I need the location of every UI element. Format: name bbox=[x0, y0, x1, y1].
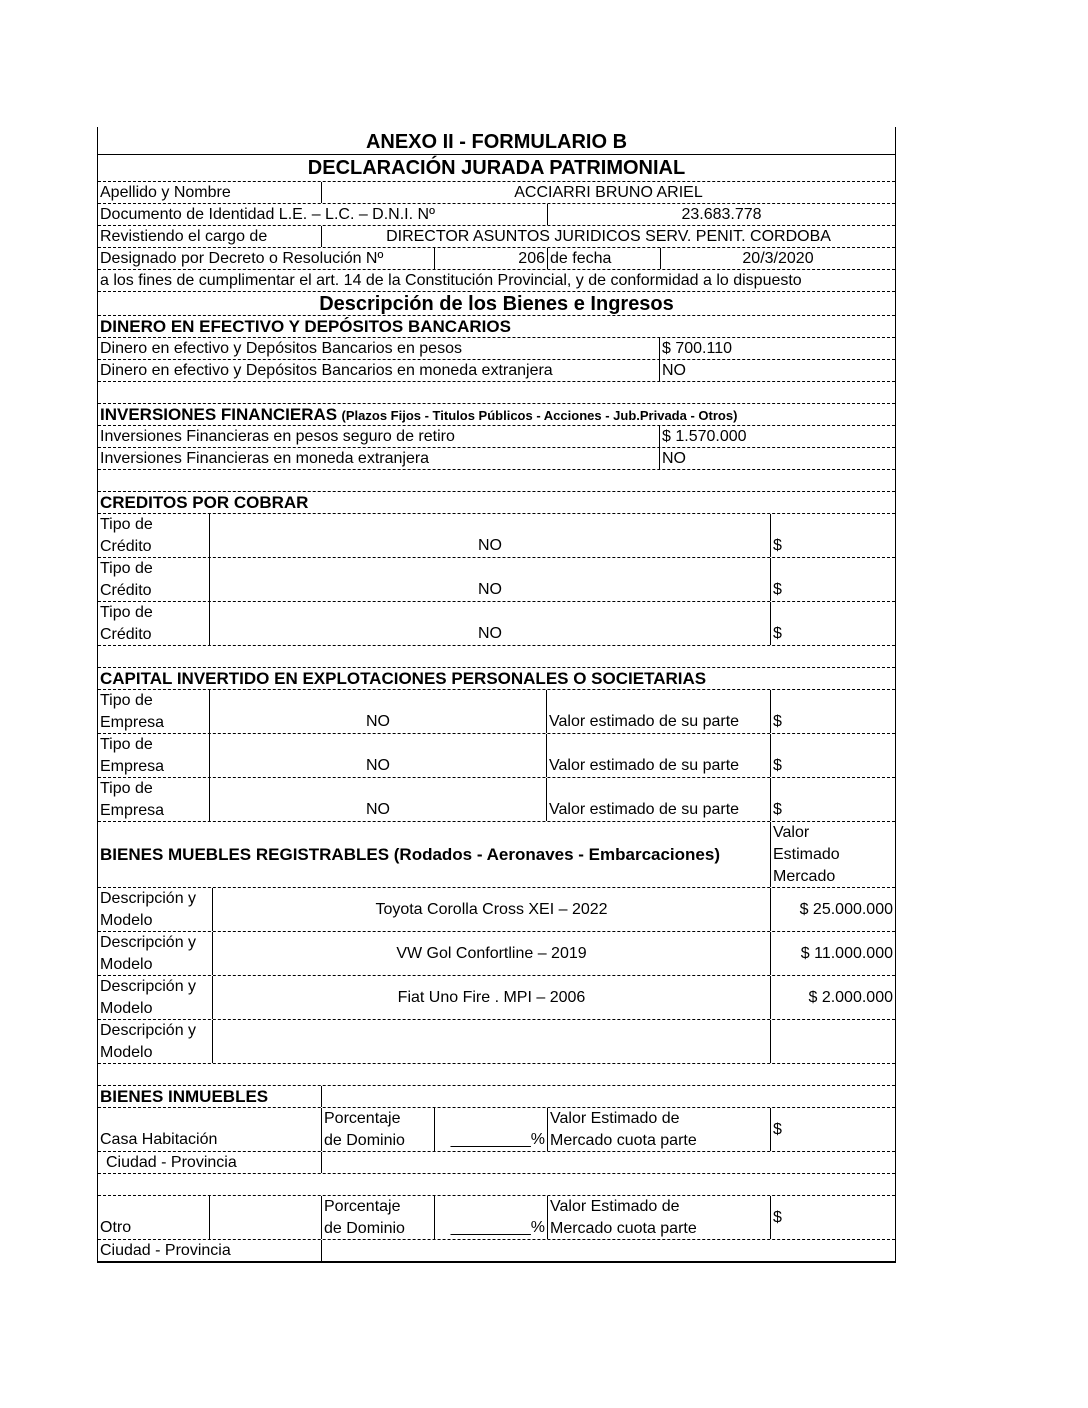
share-label: Valor estimado de su parte bbox=[547, 734, 771, 777]
credit-row bbox=[98, 514, 895, 558]
name-row bbox=[98, 182, 895, 204]
annex-row bbox=[98, 127, 895, 155]
other-city-value bbox=[322, 1240, 895, 1261]
capital-header-row bbox=[98, 668, 895, 690]
role-row bbox=[98, 226, 895, 248]
form-title: DECLARACIÓN JURADA PATRIMONIAL bbox=[307, 157, 686, 179]
date-value: 20/3/2020 bbox=[742, 250, 814, 267]
share-amount: $ bbox=[773, 713, 782, 730]
credit-amount: $ bbox=[773, 581, 782, 598]
role-label: Revistiendo el cargo de bbox=[98, 226, 322, 247]
role-value: DIRECTOR ASUNTOS JURIDICOS SERV. PENIT. CORDOBA bbox=[386, 228, 831, 245]
vehicle-label: Descripción y Modelo bbox=[98, 976, 213, 1019]
share-amount: $ bbox=[773, 757, 782, 774]
house-row bbox=[98, 1108, 895, 1152]
date-label: de fecha bbox=[548, 248, 661, 269]
vehicle-value: $ 11.000.000 bbox=[800, 944, 893, 962]
vehicle-value bbox=[771, 1020, 895, 1063]
house-market-label: Valor Estimado de Mercado cuota parte bbox=[548, 1108, 771, 1151]
share-label: Valor estimado de su parte bbox=[547, 778, 771, 821]
cash-foreign-label: Dinero en efectivo y Depósitos Bancarios en moneda extranjera bbox=[98, 360, 660, 381]
capital-row bbox=[98, 778, 895, 822]
real-estate-header-row bbox=[98, 1086, 895, 1108]
credit-type-label: Tipo de Crédito bbox=[98, 514, 210, 557]
capital-row bbox=[98, 690, 895, 734]
credit-type-value: NO bbox=[210, 514, 771, 557]
other-percentage-label: Porcentaje de Dominio bbox=[322, 1196, 435, 1239]
vehicle-label: Descripción y Modelo bbox=[98, 1020, 213, 1063]
vehicle-row bbox=[98, 888, 895, 932]
decree-label: Designado por Decreto o Resolución Nº bbox=[98, 248, 435, 269]
vehicle-label: Descripción y Modelo bbox=[98, 888, 213, 931]
investment-pesos-label: Inversiones Financieras en pesos seguro de retiro bbox=[98, 426, 660, 447]
legal-text: a los fines de cumplimentar el art. 14 de la Constitución Provincial, y de conformidad a lo dispuesto bbox=[100, 272, 802, 289]
credit-amount: $ bbox=[773, 537, 782, 554]
document-row bbox=[98, 204, 895, 226]
vehicle-model: Fiat Uno Fire . MPI – 2006 bbox=[213, 976, 771, 1019]
house-city-row bbox=[98, 1152, 895, 1174]
cash-section-title: DINERO EN EFECTIVO Y DEPÓSITOS BANCARIOS bbox=[100, 317, 511, 336]
vehicle-label: Descripción y Modelo bbox=[98, 932, 213, 975]
description-row bbox=[98, 292, 895, 316]
vehicle-value: $ 2.000.000 bbox=[808, 988, 893, 1006]
cash-foreign-value: NO bbox=[662, 362, 686, 379]
cash-header-row bbox=[98, 316, 895, 338]
annex-title: ANEXO II - FORMULARIO B bbox=[365, 131, 628, 153]
spacer-row bbox=[98, 382, 895, 404]
vehicle-row bbox=[98, 1020, 895, 1064]
other-label: Otro bbox=[98, 1196, 210, 1239]
house-city-value bbox=[322, 1152, 895, 1173]
spacer-row bbox=[98, 646, 895, 668]
vehicles-header-row bbox=[98, 822, 895, 888]
cash-row bbox=[98, 338, 895, 360]
name-value: ACCIARRI BRUNO ARIEL bbox=[514, 184, 703, 201]
real-estate-header-blank bbox=[322, 1086, 895, 1107]
vehicle-value: $ 25.000.000 bbox=[799, 900, 893, 918]
other-city-label: Ciudad - Provincia bbox=[98, 1240, 322, 1261]
other-percentage-blank: _________% bbox=[435, 1196, 548, 1239]
vehicle-model bbox=[213, 1020, 771, 1063]
investment-row bbox=[98, 426, 895, 448]
declaration-form bbox=[97, 127, 896, 1263]
capital-row bbox=[98, 734, 895, 778]
credit-amount: $ bbox=[773, 625, 782, 642]
company-type-label: Tipo de Empresa bbox=[98, 734, 210, 777]
document-label: Documento de Identidad L.E. – L.C. – D.N.I. Nº bbox=[98, 204, 548, 225]
investment-foreign-label: Inversiones Financieras en moneda extranjera bbox=[98, 448, 660, 469]
cash-pesos-value: $ 700.110 bbox=[662, 340, 732, 357]
credit-type-label: Tipo de Crédito bbox=[98, 558, 210, 601]
other-blank bbox=[210, 1196, 322, 1239]
decree-row bbox=[98, 248, 895, 270]
house-label: Casa Habitación bbox=[98, 1108, 322, 1151]
spacer-row bbox=[98, 470, 895, 492]
spacer-row bbox=[98, 1064, 895, 1086]
legal-row bbox=[98, 270, 895, 292]
credit-type-value: NO bbox=[210, 558, 771, 601]
name-label: Apellido y Nombre bbox=[98, 182, 322, 203]
credit-row bbox=[98, 558, 895, 602]
house-value: $ bbox=[773, 1120, 782, 1138]
company-type-value: NO bbox=[210, 734, 547, 777]
investments-header-row bbox=[98, 404, 895, 426]
real-estate-section-title: BIENES INMUEBLES bbox=[98, 1086, 322, 1107]
vehicle-model: VW Gol Confortline – 2019 bbox=[213, 932, 771, 975]
cash-row bbox=[98, 360, 895, 382]
description-title: Descripción de los Bienes e Ingresos bbox=[319, 293, 674, 315]
company-type-label: Tipo de Empresa bbox=[98, 778, 210, 821]
share-amount: $ bbox=[773, 801, 782, 818]
vehicle-row bbox=[98, 976, 895, 1020]
investment-row bbox=[98, 448, 895, 470]
other-market-label: Valor Estimado de Mercado cuota parte bbox=[548, 1196, 771, 1239]
title-row bbox=[98, 155, 895, 182]
vehicle-model: Toyota Corolla Cross XEI – 2022 bbox=[213, 888, 771, 931]
other-property-row bbox=[98, 1196, 895, 1240]
house-city-label: Ciudad - Provincia bbox=[98, 1152, 322, 1173]
investments-section-title bbox=[98, 404, 739, 425]
company-type-label: Tipo de Empresa bbox=[98, 690, 210, 733]
credit-type-value: NO bbox=[210, 602, 771, 645]
cash-pesos-label: Dinero en efectivo y Depósitos Bancarios en pesos bbox=[98, 338, 660, 359]
credits-section-title: CREDITOS POR COBRAR bbox=[100, 493, 309, 512]
share-label: Valor estimado de su parte bbox=[547, 690, 771, 733]
investments-title: INVERSIONES FINANCIERAS bbox=[100, 405, 338, 424]
capital-section-title: CAPITAL INVERTIDO EN EXPLOTACIONES PERSONALES O SOCIETARIAS bbox=[100, 669, 707, 688]
investment-foreign-value: NO bbox=[662, 450, 686, 467]
document-value: 23.683.778 bbox=[681, 206, 762, 223]
credit-row bbox=[98, 602, 895, 646]
decree-value: 206 bbox=[435, 248, 548, 269]
investments-subtitle: (Plazos Fijos - Titulos Públicos - Acciones - Jub.Privada - Otros) bbox=[341, 408, 738, 423]
spacer-row bbox=[98, 1174, 895, 1196]
other-city-row bbox=[98, 1240, 895, 1262]
credit-type-label: Tipo de Crédito bbox=[98, 602, 210, 645]
vehicle-row bbox=[98, 932, 895, 976]
house-percentage-blank: _________% bbox=[435, 1108, 548, 1151]
other-value: $ bbox=[773, 1208, 782, 1226]
credits-header-row bbox=[98, 492, 895, 514]
company-type-value: NO bbox=[210, 690, 547, 733]
investment-pesos-value: $ 1.570.000 bbox=[662, 428, 747, 445]
house-percentage-label: Porcentaje de Dominio bbox=[322, 1108, 435, 1151]
vehicles-section-title: BIENES MUEBLES REGISTRABLES (Rodados - Aeronaves - Embarcaciones) bbox=[98, 822, 771, 887]
company-type-value: NO bbox=[210, 778, 547, 821]
market-value-header: Valor Estimado Mercado bbox=[773, 824, 840, 885]
